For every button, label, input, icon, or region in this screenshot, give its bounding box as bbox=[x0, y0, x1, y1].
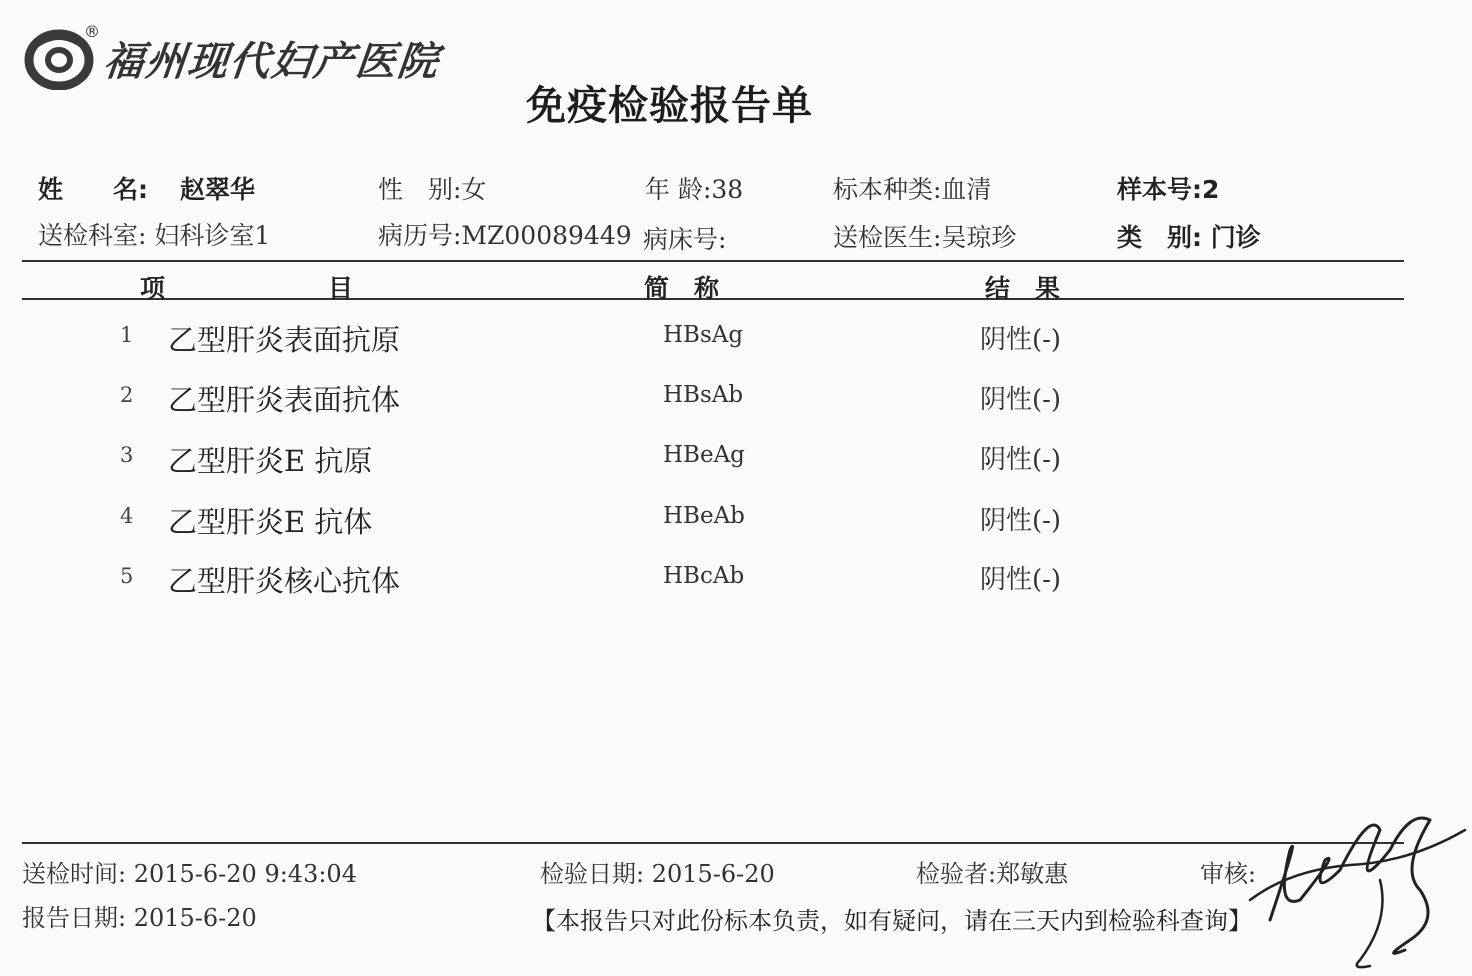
test-name: 乙型肝炎表面抗体 bbox=[168, 383, 401, 417]
col-header-item-2: 目 bbox=[328, 274, 354, 303]
test-abbr: HBcAb bbox=[663, 563, 745, 589]
test-name: 乙型肝炎表面抗原 bbox=[168, 323, 401, 357]
record-number-field: 病历号:MZ00089449 bbox=[378, 221, 632, 250]
reviewer-signature bbox=[1230, 790, 1470, 976]
col-header-abbr: 简 称 bbox=[644, 274, 720, 303]
footer-rule bbox=[22, 842, 1404, 844]
department-field: 送检科室: 妇科诊室1 bbox=[38, 221, 271, 250]
test-abbr: HBeAg bbox=[663, 442, 745, 468]
category-field: 类 别: 门诊 bbox=[1117, 223, 1261, 252]
doctor-field: 送检医生:吴琼珍 bbox=[833, 223, 1017, 252]
name-label: 姓 名: bbox=[38, 175, 148, 204]
specimen-type-field: 标本种类:血清 bbox=[833, 175, 992, 204]
table-top-rule bbox=[22, 260, 1404, 262]
submit-time: 送检时间: 2015-6-20 9:43:04 bbox=[22, 860, 357, 888]
col-header-item-1: 项 bbox=[140, 274, 166, 303]
gender-field: 性 别:女 bbox=[378, 175, 487, 204]
test-name: 乙型肝炎E 抗原 bbox=[168, 444, 373, 478]
disclaimer: 【本报告只对此份标本负责，如有疑问，请在三天内到检验科查询】 bbox=[532, 907, 1252, 935]
test-name: 乙型肝炎E 抗体 bbox=[168, 505, 373, 539]
tester: 检验者:郑敏惠 bbox=[916, 860, 1069, 888]
row-number: 3 bbox=[120, 443, 134, 467]
sample-number-field: 样本号:2 bbox=[1117, 175, 1220, 204]
test-result: 阴性(-) bbox=[980, 565, 1062, 595]
test-abbr: HBeAb bbox=[663, 503, 745, 529]
test-abbr: HBsAb bbox=[663, 382, 744, 408]
test-result: 阴性(-) bbox=[980, 506, 1062, 536]
test-result: 阴性(-) bbox=[980, 325, 1062, 355]
report-title: 免疫检验报告单 bbox=[526, 83, 813, 129]
row-number: 5 bbox=[120, 564, 134, 588]
row-number: 2 bbox=[120, 383, 134, 407]
col-header-result: 结 果 bbox=[985, 274, 1061, 303]
row-number: 1 bbox=[120, 323, 134, 347]
patient-name: 赵翠华 bbox=[180, 175, 256, 204]
hospital-name: 福州现代妇产医院 bbox=[101, 39, 443, 85]
test-result: 阴性(-) bbox=[980, 385, 1062, 415]
test-result: 阴性(-) bbox=[980, 445, 1062, 475]
row-number: 4 bbox=[120, 504, 134, 528]
age-field: 年 龄:38 bbox=[645, 175, 744, 204]
reviewer-label: 审核: bbox=[1200, 860, 1257, 888]
test-name: 乙型肝炎核心抗体 bbox=[168, 564, 401, 598]
test-abbr: HBsAg bbox=[663, 322, 744, 348]
bed-number-field: 病床号: bbox=[643, 225, 727, 254]
registered-mark: ® bbox=[84, 22, 100, 41]
report-date: 报告日期: 2015-6-20 bbox=[22, 904, 257, 932]
test-date: 检验日期: 2015-6-20 bbox=[540, 860, 775, 888]
